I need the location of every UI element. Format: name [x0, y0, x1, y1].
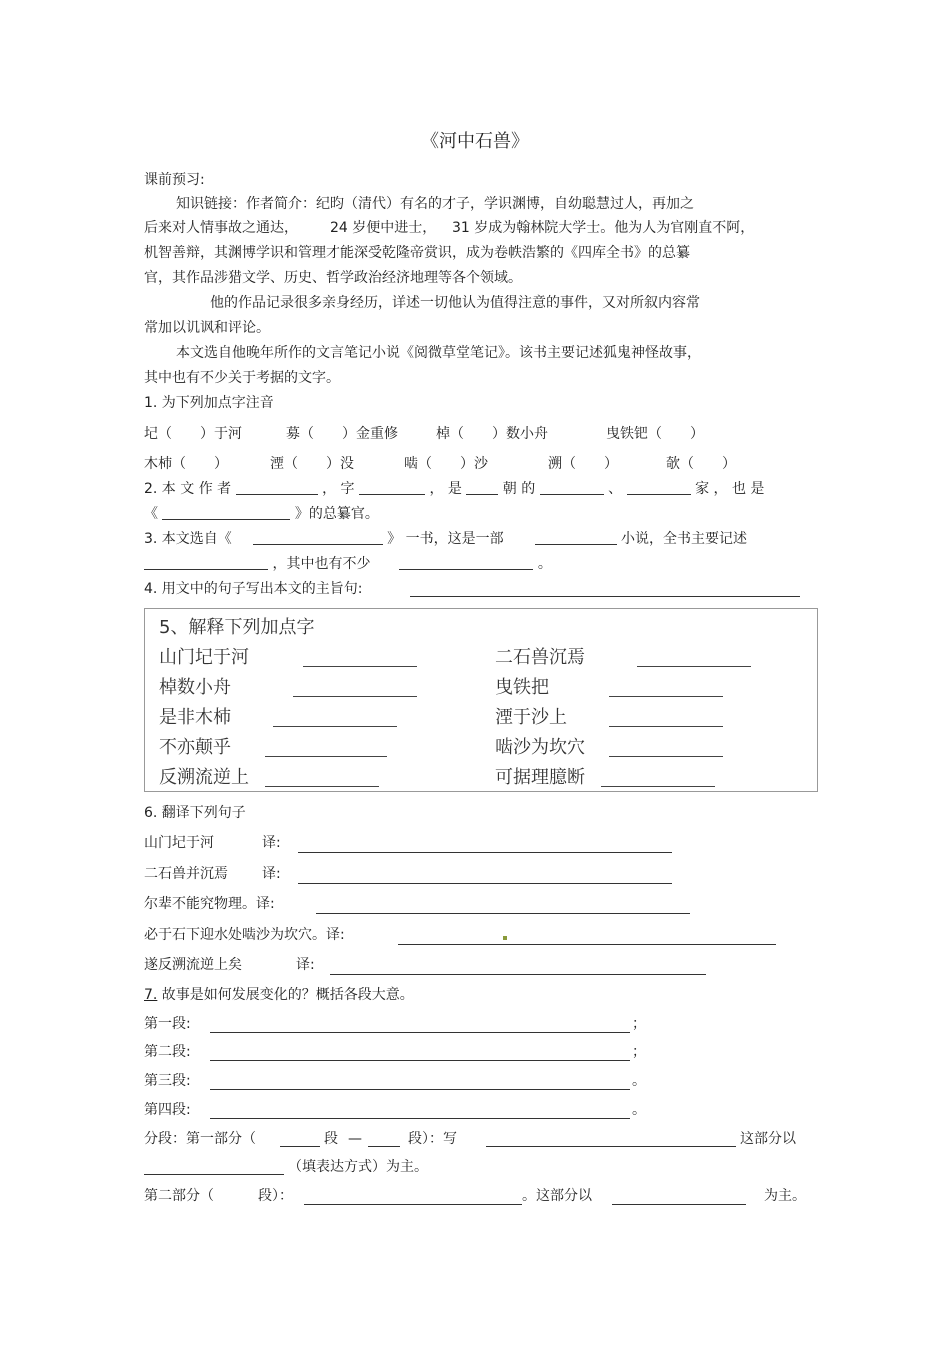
q2-line-1 — [144, 479, 764, 499]
q1-heading: 1. 为下列加点字注音 — [144, 395, 274, 411]
q6-sentence: 二石兽并沉焉 — [144, 866, 228, 882]
q7-part2-text: 段）： — [258, 1188, 293, 1204]
q6-translation-line[interactable] — [298, 882, 672, 884]
q5-heading: 5、解释下列加点字 — [159, 617, 315, 638]
q7-paragraph-label: 第三段: — [144, 1073, 191, 1089]
q7-paragraph-label: 第一段: — [144, 1016, 191, 1032]
q2-text: 家 ， 也 是 — [695, 481, 765, 497]
q5-answer-line[interactable] — [293, 695, 417, 697]
q6-yi-label: 译: — [262, 866, 281, 882]
q5-left-phrase: 棹数小舟 — [159, 677, 231, 698]
q2-book-blank[interactable] — [162, 505, 290, 520]
q7-summary-line[interactable] — [210, 1059, 630, 1061]
q3-genre-blank[interactable] — [535, 530, 617, 545]
knowledge-line-2b: 24 岁便中进士， — [330, 220, 437, 236]
q5-answer-line[interactable] — [303, 665, 417, 667]
q2-text: 朝 的 — [502, 481, 536, 497]
q5-right-phrase: 啮沙为坎穴 — [495, 737, 585, 758]
q7-expression-blank[interactable] — [144, 1173, 284, 1175]
works-line-1: 他的作品记录很多亲身经历，详述一切他认为值得注意的事件，又对所叙内容常 — [210, 295, 700, 311]
q7-punct: 。 — [632, 1102, 646, 1118]
q5-answer-line[interactable] — [273, 725, 397, 727]
q3-text: ，其中也有不少 — [272, 556, 371, 572]
q7-heading — [144, 985, 414, 1005]
knowledge-line-1: 知识链接：作者简介：纪昀（清代）有名的才子，学识渊博，自幼聪慧过人，再加之 — [176, 196, 694, 212]
q5-right-phrase: 曳铁把 — [495, 677, 549, 698]
source-line-1: 本文选自他晚年所作的文言笔记小说《阅微草堂笔记》。该书主要记述狐鬼神怪故事， — [176, 345, 701, 361]
q6-sentence: 山门圮于河 — [144, 835, 214, 851]
q3-text: 小说，全书主要记述 — [620, 531, 747, 547]
q2-courtesy-name-blank[interactable] — [359, 480, 425, 495]
page-title: 《河中石兽》 — [421, 131, 529, 152]
q5-answer-line[interactable] — [265, 755, 387, 757]
q7-paragraph-label: 第二段: — [144, 1044, 191, 1060]
q1-item: 募（ ）金重修 — [286, 426, 398, 442]
q7-part1-text: — — [348, 1131, 362, 1147]
q3-text: 3. 本文选自《 — [144, 531, 232, 547]
q5-right-phrase: 二石兽沉焉 — [495, 647, 585, 668]
q1-item: 溯（ ） — [548, 456, 618, 472]
q5-answer-line[interactable] — [637, 665, 751, 667]
q3-text: 》 一书，这是一部 — [387, 531, 504, 547]
q6-sentence: 遂反溯流逆上矣 — [144, 957, 242, 973]
q5-answer-line[interactable] — [609, 695, 723, 697]
q7-part2-content-blank[interactable] — [304, 1203, 522, 1205]
q7-part1-end-blank[interactable] — [368, 1145, 400, 1147]
q4-answer-line[interactable] — [410, 595, 800, 597]
q2-text: ， 字 — [322, 481, 355, 497]
q2-author-blank[interactable] — [236, 480, 318, 495]
q6-sentence: 尔辈不能究物理。译: — [144, 896, 275, 912]
q5-right-phrase: 可据理臆断 — [495, 767, 585, 788]
q3-book-blank[interactable] — [253, 530, 383, 545]
q1-item: 木杮（ ） — [144, 456, 228, 472]
q1-item: 啮（ ）沙 — [404, 456, 488, 472]
q6-yi-label: 译: — [262, 835, 281, 851]
q2-line-2 — [144, 504, 379, 524]
q7-part1-label: 分段：第一部分（ — [144, 1131, 256, 1147]
source-line-2: 其中也有不少关于考据的文字。 — [144, 370, 340, 386]
q6-heading: 6. 翻译下列句子 — [144, 805, 246, 821]
q1-item: 圮（ ）于河 — [144, 426, 242, 442]
q6-translation-line[interactable] — [298, 851, 672, 853]
q7-part1-text: 段 — [324, 1131, 338, 1147]
works-line-2: 常加以讥讽和评论。 — [144, 320, 270, 336]
q5-right-phrase: 湮于沙上 — [495, 707, 567, 728]
q7-number: 7. — [144, 987, 158, 1003]
q3-text: 。 — [537, 556, 552, 572]
q2-text: ， 是 — [429, 481, 462, 497]
q6-translation-line[interactable] — [398, 943, 776, 945]
preview-heading: 课前预习: — [144, 172, 205, 188]
knowledge-line-4: 官，其作品涉猎文学、历史、哲学政治经济地理等各个领域。 — [144, 270, 522, 286]
q5-explain-box — [144, 608, 818, 792]
q3-also-blank[interactable] — [399, 555, 533, 570]
q6-translation-line[interactable] — [316, 912, 690, 914]
q5-left-phrase: 不亦颠乎 — [159, 737, 231, 758]
q7-punct: ； — [632, 1044, 646, 1060]
q4-label: 4. 用文中的句子写出本文的主旨句: — [144, 581, 363, 597]
q7-heading-text: 故事是如何发展变化的？概括各段大意。 — [157, 987, 414, 1003]
stray-mark — [503, 936, 507, 940]
q7-part1-content-blank[interactable] — [486, 1145, 736, 1147]
q2-identity-blank-1[interactable] — [540, 480, 604, 495]
q5-answer-line[interactable] — [609, 755, 723, 757]
q1-item: 曳铁钯（ ） — [606, 426, 704, 442]
q7-punct: 。 — [632, 1073, 646, 1089]
q2-text: 《 — [144, 506, 158, 522]
q1-item: 欹（ ） — [666, 456, 736, 472]
q1-item: 湮（ ）没 — [270, 456, 354, 472]
q2-identity-blank-2[interactable] — [627, 480, 691, 495]
q3-line-2 — [144, 554, 552, 574]
q3-line-1 — [144, 529, 747, 549]
knowledge-line-2a: 后来对人情事故之通达， — [144, 220, 298, 236]
q6-translation-line[interactable] — [330, 973, 706, 975]
q7-part1-start-blank[interactable] — [280, 1145, 320, 1147]
q7-part2-text: 为主。 — [764, 1188, 806, 1204]
q7-expression-hint: （填表达方式）为主。 — [288, 1159, 428, 1175]
q2-text: 》的总纂官。 — [294, 506, 379, 522]
q7-punct: ； — [632, 1016, 646, 1032]
q5-answer-line[interactable] — [265, 785, 379, 787]
q7-summary-line[interactable] — [210, 1117, 630, 1119]
q7-part2-text: 。这部分以 — [522, 1188, 592, 1204]
q7-summary-line[interactable] — [210, 1088, 630, 1090]
q1-item: 棹（ ）数小舟 — [436, 426, 548, 442]
q6-yi-label: 译: — [296, 957, 315, 973]
knowledge-line-2c: 31 岁成为翰林院大学士。他为人为官刚直不阿， — [452, 220, 755, 236]
q5-left-phrase: 山门圮于河 — [159, 647, 249, 668]
q7-paragraph-label: 第四段: — [144, 1102, 191, 1118]
knowledge-line-3: 机智善辩，其渊博学识和管理才能深受乾隆帝赏识，成为卷帙浩繁的《四库全书》的总纂 — [144, 245, 690, 261]
q7-part1-text: 段）：写 — [408, 1131, 457, 1147]
q2-dynasty-blank[interactable] — [466, 480, 498, 495]
q5-left-phrase: 反溯流逆上 — [159, 767, 249, 788]
q3-content-blank[interactable] — [144, 555, 268, 570]
q5-answer-line[interactable] — [609, 725, 723, 727]
q2-text: 2. 本 文 作 者 — [144, 481, 232, 497]
q7-part2-label: 第二部分（ — [144, 1188, 214, 1204]
q7-part1-text: 这部分以 — [740, 1131, 796, 1147]
q5-answer-line[interactable] — [601, 785, 715, 787]
q6-sentence: 必于石下迎水处啮沙为坎穴。译: — [144, 927, 345, 943]
q7-summary-line[interactable] — [210, 1031, 630, 1033]
q5-left-phrase: 是非木杮 — [159, 707, 231, 728]
q2-text: 、 — [608, 481, 623, 497]
q7-part2-method-blank[interactable] — [612, 1203, 746, 1205]
